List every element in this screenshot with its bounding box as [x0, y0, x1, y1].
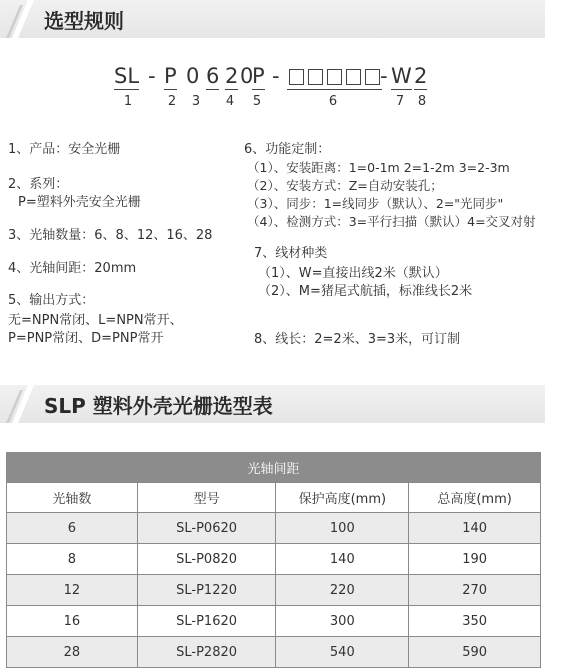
box-placeholder — [289, 69, 304, 85]
code-seg-2b: 2 — [414, 64, 428, 88]
table-cell: SL-P1620 — [137, 606, 276, 637]
column-header: 总高度(mm) — [409, 483, 541, 513]
rule-1: 1、产品：安全光栅 — [8, 142, 121, 157]
code-seg-dash2: - — [272, 64, 280, 88]
table-cell: 28 — [7, 637, 138, 668]
code-num-6: 6 — [328, 94, 338, 109]
rule-6-item: （4）、检测方式：3=平行扫描（默认）4=交叉对射 — [247, 214, 536, 229]
table-cell: SL-P1220 — [137, 575, 276, 606]
box-placeholder — [327, 69, 342, 85]
code-seg-2: 2 — [225, 64, 239, 88]
table-row — [7, 575, 541, 606]
rule-5-line1: 无=NPN常闭、L=NPN常开、 — [8, 313, 183, 328]
rule-3: 3、光轴数量：6、8、12、16、28 — [8, 228, 213, 243]
code-num-7: 7 — [395, 94, 405, 109]
rule-6-title: 6、功能定制： — [244, 142, 331, 157]
banner-slash-icon — [6, 0, 34, 38]
table-cell: 140 — [276, 544, 409, 575]
rule-4: 4、光轴间距：20mm — [8, 261, 137, 276]
table-cell: 350 — [409, 606, 541, 637]
table-cell: 140 — [409, 513, 541, 544]
rule-2-value: P=塑料外壳安全光栅 — [18, 195, 141, 210]
code-seg-dash3: - — [380, 64, 388, 88]
table-row — [7, 606, 541, 637]
box-placeholder — [365, 69, 380, 85]
code-seg-6: 6 — [206, 64, 220, 88]
code-num-5: 5 — [252, 94, 262, 109]
table-cell: SL-P2820 — [137, 637, 276, 668]
rule-6-item: （2）、安装方式：Z=自动安装孔； — [247, 178, 443, 193]
table-cell: 16 — [7, 606, 138, 637]
rule-8: 8、线长：2=2米、3=3米，可订制 — [254, 332, 461, 347]
table-row — [7, 637, 541, 668]
column-header: 型号 — [137, 483, 276, 513]
rule-6-item: （1）、安装距离：1=0-1m 2=1-2m 3=2-3m — [247, 160, 510, 175]
code-num-2: 2 — [167, 94, 177, 109]
code-num-3: 3 — [191, 94, 201, 109]
code-seg-0: 0 — [186, 64, 200, 88]
section-title-rules: 选型规则 — [44, 9, 124, 33]
code-seg-p2: P — [252, 64, 265, 88]
column-header: 光轴数 — [7, 483, 138, 513]
rule-5-line2: P=PNP常闭、D=PNP常开 — [8, 331, 164, 346]
table-cell: 8 — [7, 544, 138, 575]
table-cell: SL-P0620 — [137, 513, 276, 544]
rule-2-title: 2、系列： — [8, 177, 69, 192]
code-num-8: 8 — [417, 94, 427, 109]
code-seg-boxes — [287, 64, 382, 90]
box-placeholder — [308, 69, 323, 85]
table-cell: 270 — [409, 575, 541, 606]
table-cell: 540 — [276, 637, 409, 668]
code-seg-dash: - — [148, 64, 156, 88]
rule-7-title: 7、线材种类 — [254, 246, 328, 261]
rule-6-item: （3）、同步：1=线同步（默认）、2="光同步" — [247, 196, 504, 211]
rule-7-item: （1）、W=直接出线2米（默认） — [258, 266, 448, 281]
table-cell: SL-P0820 — [137, 544, 276, 575]
code-seg-0b: 0 — [240, 64, 254, 88]
code-num-4: 4 — [225, 94, 235, 109]
code-seg-p: P — [164, 64, 177, 88]
table-cell: 590 — [409, 637, 541, 668]
table-cell: 190 — [409, 544, 541, 575]
banner-slash-icon — [6, 385, 34, 423]
table-header-row — [7, 483, 541, 513]
selection-table — [6, 452, 541, 668]
section-title-table: SLP 塑料外壳光栅选型表 — [44, 394, 273, 418]
rule-5-title: 5、输出方式： — [8, 293, 95, 308]
table-cell: 100 — [276, 513, 409, 544]
code-seg-sl: SL — [114, 64, 140, 88]
table-row — [7, 513, 541, 544]
table-cell: 6 — [7, 513, 138, 544]
table-cell: 220 — [276, 575, 409, 606]
box-placeholder — [346, 69, 361, 85]
code-num-1: 1 — [123, 94, 133, 109]
column-header: 保护高度(mm) — [276, 483, 409, 513]
rule-7-item: （2）、M=猪尾式航插，标准线长2米 — [258, 284, 473, 299]
table-row — [7, 544, 541, 575]
section-banner-rules — [0, 0, 545, 38]
table-cell: 300 — [276, 606, 409, 637]
section-banner-table — [0, 385, 545, 423]
code-seg-w: W — [391, 64, 412, 88]
table-cell: 12 — [7, 575, 138, 606]
table-group-header: 光轴间距 — [7, 453, 541, 483]
